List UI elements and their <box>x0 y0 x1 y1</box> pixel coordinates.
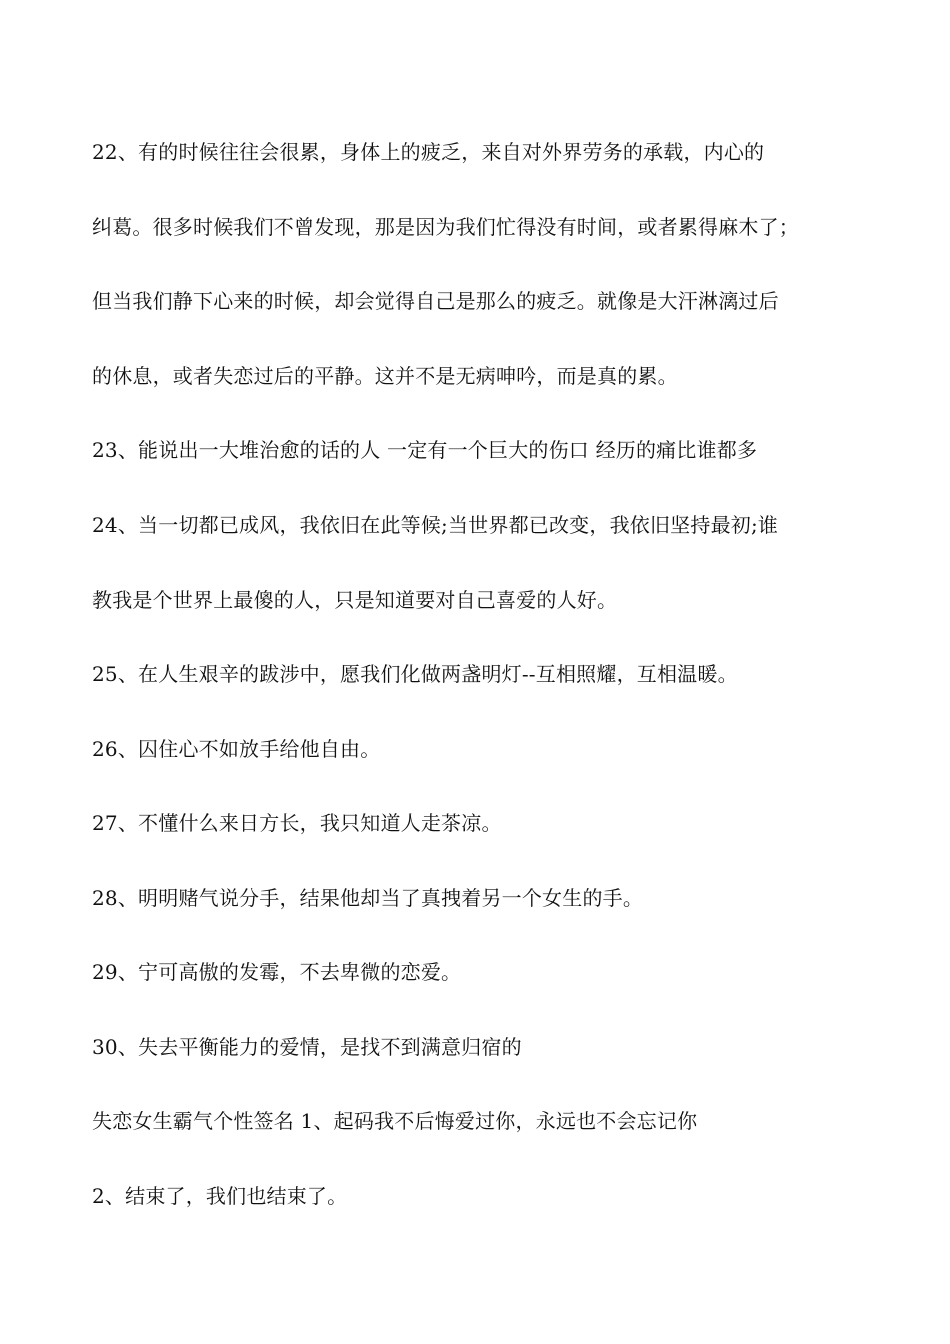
paragraph-22-line-2: 纠葛。很多时候我们不曾发现，那是因为我们忙得没有时间，或者累得麻木了； <box>92 215 799 239</box>
paragraph-26: 26、囚住心不如放手给他自由。 <box>92 737 381 761</box>
paragraph-25: 25、在人生艰辛的跋涉中，愿我们化做两盏明灯--互相照耀，互相温暖。 <box>92 662 738 686</box>
paragraph-30: 30、失去平衡能力的爱情，是找不到满意归宿的 <box>92 1035 522 1059</box>
paragraph-23: 23、能说出一大堆治愈的话的人 一定有一个巨大的伤口 经历的痛比谁都多 <box>92 438 758 462</box>
paragraph-22-line-1: 22、有的时候往往会很累，身体上的疲乏，来自对外界劳务的承载，内心的 <box>92 140 765 164</box>
section-item-2: 2、结束了，我们也结束了。 <box>92 1184 348 1208</box>
paragraph-24-line-1: 24、当一切都已成风，我依旧在此等候;当世界都已改变，我依旧坚持最初;谁 <box>92 513 779 537</box>
paragraph-24-line-2: 教我是个世界上最傻的人，只是知道要对自己喜爱的人好。 <box>92 588 618 612</box>
paragraph-27: 27、不懂什么来日方长，我只知道人走茶凉。 <box>92 811 502 835</box>
paragraph-22-line-4: 的休息，或者失恋过后的平静。这并不是无病呻吟，而是真的累。 <box>92 364 678 388</box>
paragraph-28: 28、明明赌气说分手，结果他却当了真拽着另一个女生的手。 <box>92 886 644 910</box>
paragraph-22-line-3: 但当我们静下心来的时候，却会觉得自己是那么的疲乏。就像是大汗淋漓过后 <box>92 289 779 313</box>
section-heading-with-item-1: 失恋女生霸气个性签名 1、起码我不后悔爱过你，永远也不会忘记你 <box>92 1109 698 1133</box>
paragraph-29: 29、宁可高傲的发霉，不去卑微的恋爱。 <box>92 960 462 984</box>
